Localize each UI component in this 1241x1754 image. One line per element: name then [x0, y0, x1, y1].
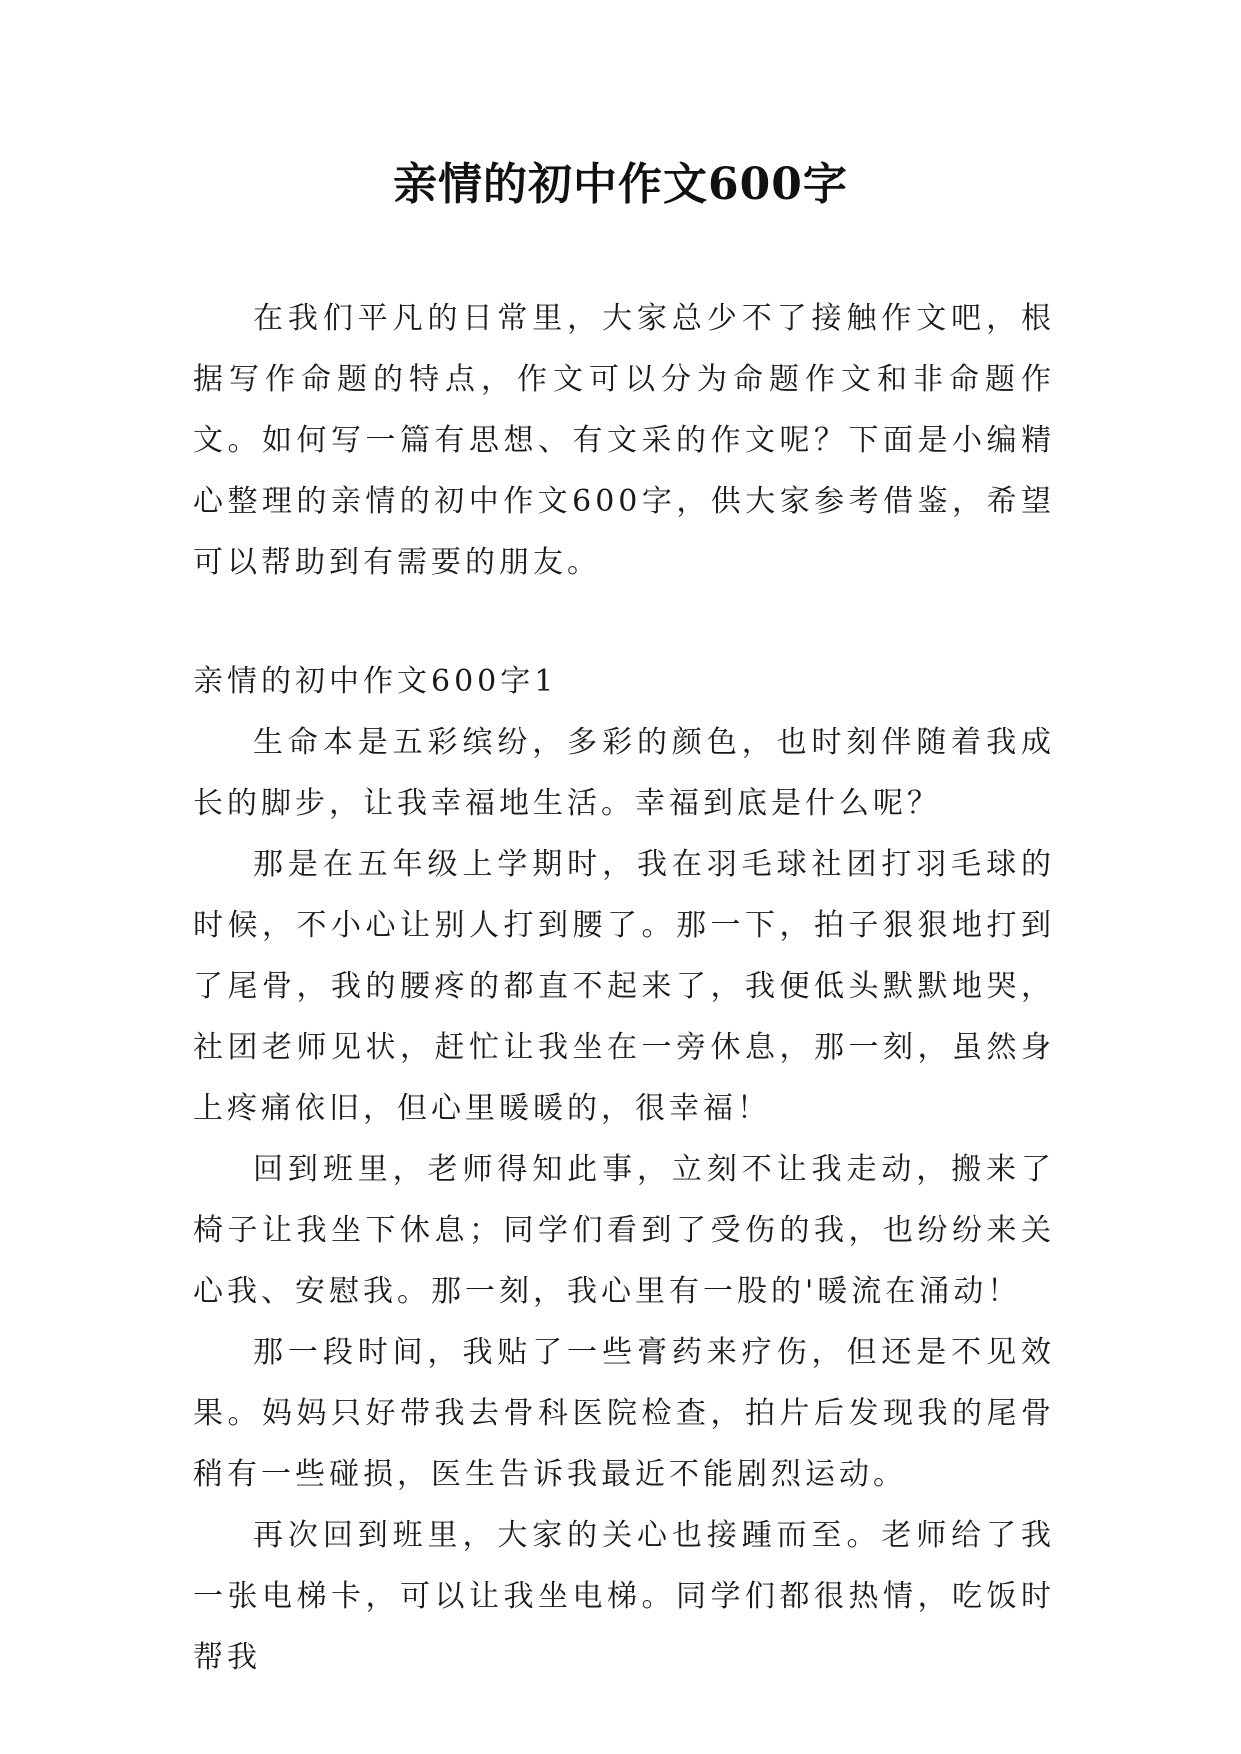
document-body [193, 288, 1055, 1688]
body-paragraph-5: 再次回到班里，大家的关心也接踵而至。老师给了我一张电梯卡，可以让我坐电梯。同学们都很热情，吃饭时帮我 [193, 1518, 1055, 1675]
intro-paragraph: 在我们平凡的日常里，大家总少不了接触作文吧，根据写作命题的特点，作文可以分为命题作文和非命题作文。如何写一篇有思想、有文采的作文呢？下面是小编精心整理的亲情的初中作文600字，供大家参考借鉴，希望可以帮助到有需要的朋友。 [193, 301, 1055, 580]
body-paragraph-2: 那是在五年级上学期时，我在羽毛球社团打羽毛球的时候，不小心让别人打到腰了。那一下，拍子狠狠地打到了尾骨，我的腰疼的都直不起来了，我便低头默默地哭，社团老师见状，赶忙让我坐在一旁休息，那一刻，虽然身上疼痛依旧，但心里暖暖的，很幸福！ [193, 847, 1055, 1126]
body-paragraph-3: 回到班里，老师得知此事，立刻不让我走动，搬来了椅子让我坐下休息；同学们看到了受伤的我，也纷纷来关心我、安慰我。那一刻，我心里有一股的'暖流在涌动！ [193, 1152, 1055, 1309]
body-paragraph-4: 那一段时间，我贴了一些膏药来疗伤，但还是不见效果。妈妈只好带我去骨科医院检查，拍片后发现我的尾骨稍有一些碰损，医生告诉我最近不能剧烈运动。 [193, 1335, 1055, 1492]
section-heading: 亲情的初中作文600字1 [193, 664, 558, 699]
body-paragraph-1: 生命本是五彩缤纷，多彩的颜色，也时刻伴随着我成长的脚步，让我幸福地生活。幸福到底是什么呢？ [193, 725, 1055, 821]
document-title: 亲情的初中作文600字 [393, 159, 848, 210]
